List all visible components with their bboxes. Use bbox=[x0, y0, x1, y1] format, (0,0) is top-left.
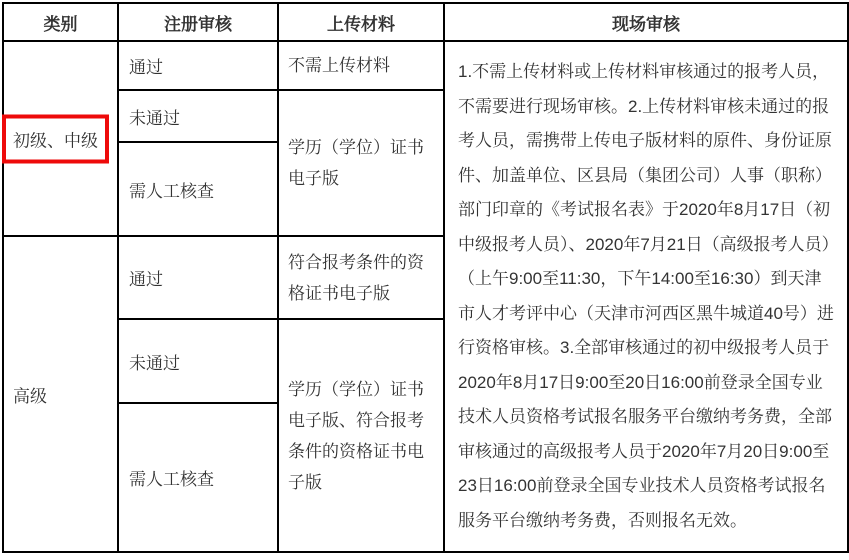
category-label: 初级、中级 bbox=[13, 131, 98, 150]
cell-registration-review: 未通过 bbox=[118, 90, 278, 142]
table-row bbox=[3, 41, 848, 90]
cell-upload-material: 符合报考条件的资格证书电子版 bbox=[278, 236, 444, 319]
cell-upload-material: 学历（学位）证书电子版 bbox=[278, 90, 444, 236]
column-header-registration-review: 注册审核 bbox=[118, 3, 278, 41]
cell-registration-review: 未通过 bbox=[118, 319, 278, 403]
column-header-upload-material: 上传材料 bbox=[278, 3, 444, 41]
column-header-category: 类别 bbox=[3, 3, 118, 41]
column-header-onsite-review: 现场审核 bbox=[444, 3, 848, 41]
cell-registration-review: 通过 bbox=[118, 236, 278, 319]
table-header-row bbox=[3, 3, 848, 41]
cell-registration-review: 需人工核查 bbox=[118, 403, 278, 552]
category-label: 高级 bbox=[13, 386, 47, 406]
cell-category-junior-intermediate bbox=[3, 41, 118, 236]
cell-registration-review: 需人工核查 bbox=[118, 142, 278, 236]
cell-upload-material: 不需上传材料 bbox=[278, 41, 444, 90]
highlight-box bbox=[2, 114, 109, 163]
cell-upload-material: 学历（学位）证书电子版、符合报考条件的资格证书电子版 bbox=[278, 319, 444, 552]
cell-registration-review: 通过 bbox=[118, 41, 278, 90]
cell-category-senior bbox=[3, 236, 118, 552]
cell-onsite-review-text: 1.不需上传材料或上传材料审核通过的报考人员，不需要进行现场审核。2.上传材料审核未通过的报考人员，需携带上传电子版材料的原件、身份证原件、加盖单位、区县局（集团公司）人事（职称）部门印章的《考试报名表》于2020年8月17日（初中级报考人员）、2020年7月21日（高级报考人员）（上午9:00至11:30，下午14:00至16:30）到天津市人才考评中心（天津市河西区黑牛城道40号）进行资格审核。3.全部审核通过的初中级报考人员于2020年8月17日9:00至20日16:00前登录全国专业技术人员资格考试报名服务平台缴纳考务费，全部审核通过的高级报考人员于2020年7月20日9:00至23日16:00前登录全国专业技术人员资格考试报名服务平台缴纳考务费，否则报名无效。 bbox=[444, 41, 848, 552]
registration-review-table bbox=[2, 2, 849, 553]
